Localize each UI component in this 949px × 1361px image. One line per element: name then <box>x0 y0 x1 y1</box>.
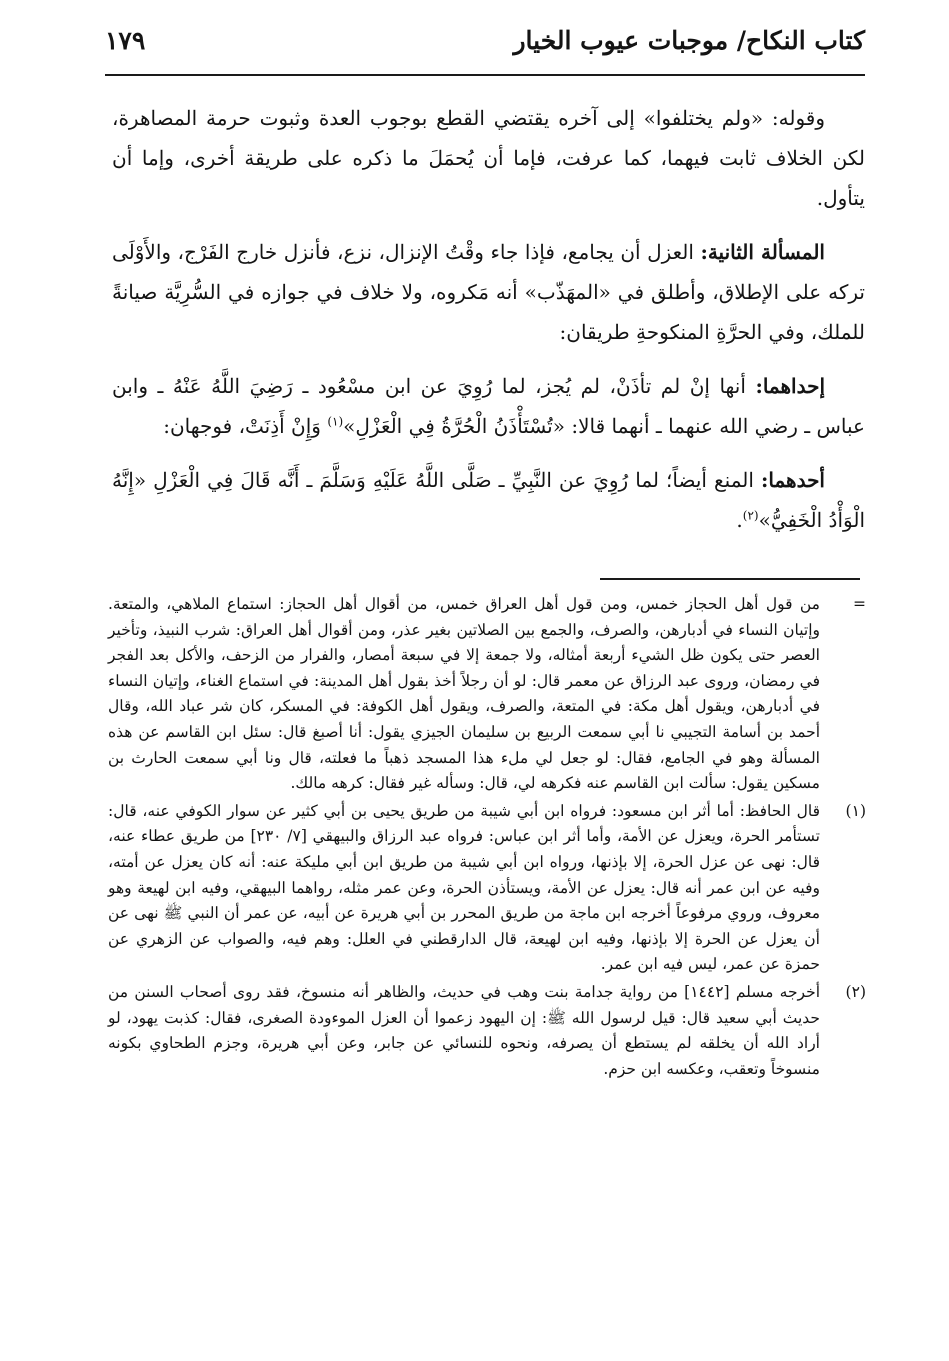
footnote-ref-1: (١) <box>327 414 344 429</box>
section-heading: المسألة الثانية: <box>700 240 825 264</box>
main-text <box>112 98 865 554</box>
footnote-1 <box>108 799 866 978</box>
footnote-ref-2: (٢) <box>742 508 759 523</box>
footnote-divider <box>600 578 860 580</box>
paragraph-1-text: وقوله: «ولم يختلفوا» إلى آخره يقتضي القطع بوجوب العدة وثبوت حرمة المصاهرة، لكن الخلاف ثابت فيهما، كما عرفت، فإما أن يُحمَلَ ما ذكره على طريقة أخرى، وإما أن يتأول. <box>112 106 865 210</box>
paragraph-4 <box>112 460 865 540</box>
footnotes <box>108 592 866 1084</box>
paragraph-3-lead: إحداهما: <box>755 374 825 398</box>
header-divider <box>105 74 865 76</box>
paragraph-3-text-a: أنها إنْ لم تأذَنْ، لم يُجز، لما رُوِيَ عن ابن مسْعُود ـ رَضِيَ اللَّهُ عَنْهُ ـ وابن عباس ـ رضي الله عنهما ـ أنهما قالا: «تُسْتَأْذَنُ الْحُرَّةُ فِي الْعَزْلِ» <box>112 374 865 438</box>
footnote-marker: = <box>853 595 866 613</box>
footnote-text: أخرجه مسلم [١٤٤٢] من رواية جدامة بنت وهب في حديث، والظاهر أنه منسوخ، فقد روى أصحاب السنن من حديث أبي سعيد قال: قيل لرسول الله ﷺ: إن اليهود زعموا أن العزل الموءودة الصغرى، فقال: كذبت يهود، لو أراد الله أن يخلقه لم يستطع أن يصرفه، ونحوه للنسائي عن جابر، وعن أبي هريرة، وجزم الطحاوي بكونه منسوخاً وتعقب، وعكسه ابن حزم. <box>108 982 821 1078</box>
page-header <box>105 18 865 70</box>
footnote-text: قال الحافظ: أما أثر ابن مسعود: فرواه ابن أبي شيبة من طريق يحيى بن أبي كثير عن سوار الكوفي عنه، قال: تستأمر الحرة، ويعزل عن الأمة، وأما أثر ابن عباس: فرواه عبد الرزاق والبيهقي [٧/ ٢٣٠] من طريق عطاء عنه، قال: نهى عن عزل الحرة، إلا بإذنها، ورواه ابن أبي شيبة من طريق ابن أبي مليكة عنه: أنه كان يعزل عن أمته، وفيه عن ابن عمر أنه قال: يعزل عن الأمة، ويستأذن الحرة، وعن عمر مثله، رواهما البيهقي، وفيه ابن لهيعة وهو معروف، وروي مرفوعاً أخرجه ابن ماجة من طريق المحرر بن أبي هريرة عن أبيه، عن عمر أن النبي ﷺ نهى عن أن يعزل عن الحرة إلا بإذنها، وفيه ابن لهيعة، قال الدارقطني في العلل: وهم فيه، والصواب عن الزهري عن حمزة عن عمر، ليس فيه ابن عمر. <box>108 801 820 974</box>
footnote-marker: (١) <box>845 801 866 820</box>
footnote-2 <box>108 980 866 1082</box>
paragraph-4-text-b: . <box>736 508 743 532</box>
paragraph-1 <box>112 98 865 218</box>
paragraph-4-text-a: المنع أيضاً؛ لما رُوِيَ عن النَّبِيِّ ـ صَلَّى اللَّهُ عَلَيْهِ وَسَلَّمَ ـ أَنَّه قَالَ فِي الْعَزْلِ «إِنَّهُ الْوَأْدُ الْخَفِيُّ» <box>112 468 865 532</box>
paragraph-3 <box>112 366 865 446</box>
paragraph-2-text: العزل أن يجامع، فإذا جاء وقْتُ الإنزال، نزع، فأنزل خارج الفَرْج، والأَوْلَى تركه على الإطلاق، وأطلق في «المهَذّب» أنه مَكروه، ولا خلاف في جوازه في السُّرِيَّة صيانةً للملك، وفي الحرَّةِ المنكوحةِ طريقان: <box>112 240 865 344</box>
paragraph-3-text-b: وَإِنْ أَذِنَتْ، فوجهان: <box>163 414 328 438</box>
footnote-text: من قول أهل الحجاز خمس، ومن قول أهل العراق خمس، من أقوال أهل الحجاز: استماع الملاهي، والمتعة. وإتيان النساء في أدبارهن، والصرف، والجمع بين الصلاتين بغير عذر، ومن أقوال أهل العراق: شرب النبيذ، وتأخير العصر حتى يكون ظل الشيء أربعة أمثاله، ولا جمعة إلا في سبعة أمصار، والفرار من الزحف، والأكل بعد الفجر في رمضان، وروى عبد الرزاق عن معمر قال: لو أن رجلاً أخذ بقول أهل المدينة: في استماع الغناء، وإتيان النساء في أدبارهن، ويقول أهل مكة: في المتعة، والصرف، ويقول أهل الكوفة: في المسكر، كان شر عباد الله، وقال أحمد بن أسامة التجيبي نا أبي سمعت الربيع بن سليمان الجيزي يقول: أنا أصبغ قال: سئل ابن القاسم عن هذه المسألة وهو في الجامع، فقال: لو جعل لي ملء هذا المسجد ذهباً ما فعلته، قال ونا أبي سمعت الحارث بن مسكين يقول: سألت ابن القاسم عنه فكرهه لي، قال: وسأله غير فقال: كرهه مالك. <box>108 595 820 793</box>
footnote-continued <box>108 592 866 797</box>
paragraph-4-lead: أحدهما: <box>760 468 825 492</box>
page-number: ١٧٩ <box>105 26 146 55</box>
paragraph-2 <box>112 232 865 352</box>
running-title: كتاب النكاح/ موجبات عيوب الخيار <box>513 26 865 55</box>
footnote-marker: (٢) <box>845 982 866 1001</box>
